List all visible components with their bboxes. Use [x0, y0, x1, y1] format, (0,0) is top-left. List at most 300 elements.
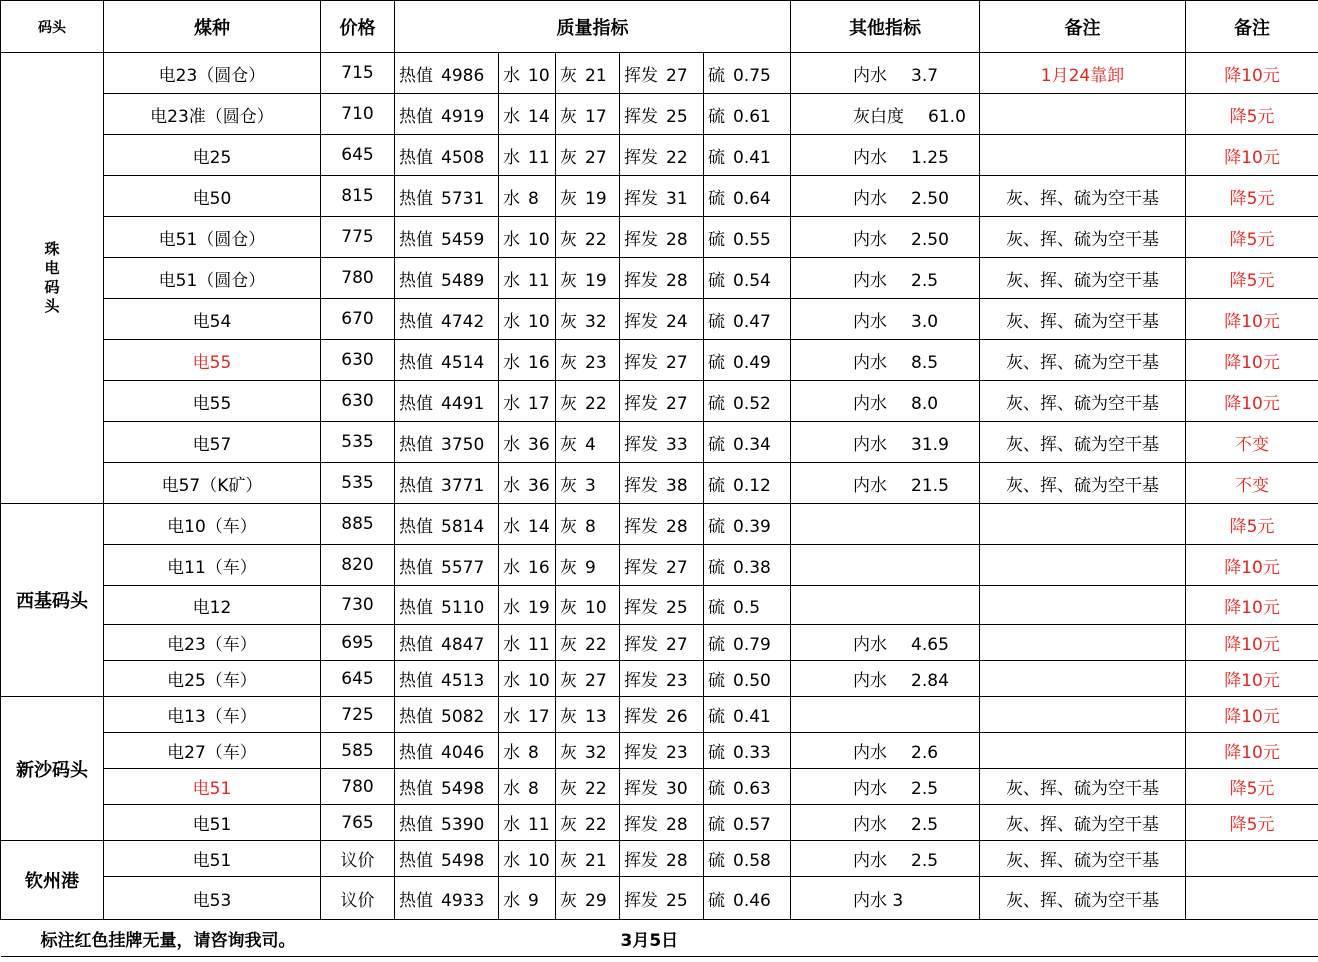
volatile — [620, 422, 704, 463]
ash-value: 27 — [585, 671, 607, 691]
volatile-value: 23 — [666, 671, 688, 691]
heat-value-label: 热值 — [399, 851, 433, 871]
sulfur-label: 硫 — [708, 851, 725, 871]
price-change: 降10元 — [1186, 381, 1318, 422]
remark-note: 灰、挥、硫为空干基 — [980, 381, 1186, 422]
other-indicator-label: 内水 — [853, 851, 888, 871]
heat-value — [395, 586, 499, 625]
ash-value: 27 — [585, 147, 607, 168]
water-value: 10 — [528, 851, 550, 871]
ash — [556, 463, 620, 504]
table-row — [1, 733, 1318, 769]
volatile-value: 28 — [666, 270, 688, 291]
remark-note — [980, 733, 1186, 769]
sulfur-label: 硫 — [708, 890, 725, 911]
heat-value — [395, 176, 499, 217]
sulfur-value: 0.38 — [733, 557, 771, 578]
coal-type: 电51 — [104, 805, 321, 841]
remark-note: 灰、挥、硫为空干基 — [980, 805, 1186, 841]
other-indicator-label: 内水 3 — [853, 890, 904, 911]
ash-label: 灰 — [560, 106, 577, 127]
heat-value-value: 4491 — [441, 393, 485, 414]
other-indicator — [791, 733, 980, 769]
other-indicator-value: 21.5 — [911, 475, 949, 496]
water-value: 19 — [528, 597, 550, 618]
wharf-name: 西基码头 — [1, 504, 104, 697]
heat-value-value: 5577 — [441, 557, 485, 578]
volatile-label: 挥发 — [624, 311, 658, 332]
other-indicator-label: 内水 — [853, 188, 888, 209]
other-indicator-label: 内水 — [853, 270, 888, 291]
price-change: 降5元 — [1186, 176, 1318, 217]
other-indicator — [791, 545, 980, 586]
heat-value-value: 4508 — [441, 147, 485, 168]
water-value: 10 — [528, 671, 550, 691]
water-value: 36 — [528, 434, 550, 455]
ash-value: 8 — [585, 516, 596, 537]
price: 710 — [321, 94, 395, 135]
volatile-value: 27 — [666, 393, 688, 414]
coal-type: 电54 — [104, 299, 321, 340]
heat-value-value: 5082 — [441, 707, 485, 727]
ash — [556, 504, 620, 545]
water-label: 水 — [503, 393, 520, 414]
ash-label: 灰 — [560, 557, 577, 578]
price-change: 降10元 — [1186, 299, 1318, 340]
table-row — [1, 877, 1318, 920]
heat-value — [395, 340, 499, 381]
ash-label: 灰 — [560, 475, 577, 496]
coal-type: 电51（圆仓） — [104, 217, 321, 258]
ash-label: 灰 — [560, 65, 577, 86]
volatile-label: 挥发 — [624, 671, 658, 691]
water-label: 水 — [503, 516, 520, 537]
price-change: 降10元 — [1186, 625, 1318, 661]
remark-note: 灰、挥、硫为空干基 — [980, 299, 1186, 340]
sulfur-value: 0.58 — [733, 851, 771, 871]
remark-note: 灰、挥、硫为空干基 — [980, 340, 1186, 381]
volatile-value: 23 — [666, 743, 688, 763]
coal-type: 电13（车） — [104, 697, 321, 733]
volatile — [620, 625, 704, 661]
volatile-label: 挥发 — [624, 147, 658, 168]
price: 议价 — [321, 877, 395, 920]
volatile-label: 挥发 — [624, 779, 658, 799]
remark-note — [980, 661, 1186, 697]
other-indicator — [791, 299, 980, 340]
ash-value: 32 — [585, 311, 607, 332]
table-row — [1, 841, 1318, 877]
water — [499, 625, 556, 661]
other-indicator — [791, 805, 980, 841]
water-value: 10 — [528, 65, 550, 86]
volatile-value: 27 — [666, 65, 688, 86]
other-indicator — [791, 53, 980, 94]
table-row — [1, 504, 1318, 545]
volatile-value: 27 — [666, 557, 688, 578]
water — [499, 217, 556, 258]
price-change: 降10元 — [1186, 135, 1318, 176]
remark-note: 1月24靠卸 — [980, 53, 1186, 94]
water — [499, 299, 556, 340]
sulfur — [704, 504, 791, 545]
other-indicator — [791, 258, 980, 299]
ash-value: 22 — [585, 779, 607, 799]
volatile — [620, 381, 704, 422]
heat-value-value: 4933 — [441, 890, 485, 911]
water-value: 17 — [528, 707, 550, 727]
water — [499, 733, 556, 769]
sulfur — [704, 176, 791, 217]
volatile-value: 27 — [666, 635, 688, 655]
other-indicator-value: 2.6 — [911, 743, 939, 763]
other-indicator — [791, 877, 980, 920]
heat-value-value: 4513 — [441, 671, 485, 691]
sulfur-value: 0.63 — [733, 779, 771, 799]
volatile-value: 26 — [666, 707, 688, 727]
remark-note: 灰、挥、硫为空干基 — [980, 258, 1186, 299]
ash-label: 灰 — [560, 743, 577, 763]
other-indicator-value: 61.0 — [928, 106, 966, 127]
heat-value-label: 热值 — [399, 106, 433, 127]
volatile-label: 挥发 — [624, 434, 658, 455]
ash — [556, 841, 620, 877]
heat-value-label: 热值 — [399, 597, 433, 618]
coal-type: 电55 — [104, 340, 321, 381]
coal-type: 电12 — [104, 586, 321, 625]
ash-value: 9 — [585, 557, 596, 578]
other-indicator-label: 内水 — [853, 65, 888, 86]
water-value: 14 — [528, 516, 550, 537]
ash-value: 10 — [585, 597, 607, 618]
ash-label: 灰 — [560, 393, 577, 414]
water-label: 水 — [503, 352, 520, 373]
volatile — [620, 94, 704, 135]
sulfur-value: 0.52 — [733, 393, 771, 414]
heat-value-value: 3771 — [441, 475, 485, 496]
ash-value: 22 — [585, 815, 607, 835]
other-indicator-label: 灰白度 — [853, 106, 905, 127]
water-label: 水 — [503, 434, 520, 455]
ash-label: 灰 — [560, 671, 577, 691]
header-price: 价格 — [321, 1, 395, 53]
other-indicator-value: 3.0 — [911, 311, 939, 332]
heat-value-label: 热值 — [399, 229, 433, 250]
remark-note: 灰、挥、硫为空干基 — [980, 769, 1186, 805]
sulfur — [704, 135, 791, 176]
ash-label: 灰 — [560, 516, 577, 537]
water-value: 8 — [528, 743, 539, 763]
other-indicator — [791, 769, 980, 805]
heat-value — [395, 258, 499, 299]
wharf-name: 钦州港 — [1, 841, 104, 920]
sulfur — [704, 697, 791, 733]
header-remark2: 备注 — [1186, 1, 1318, 53]
heat-value — [395, 877, 499, 920]
water — [499, 176, 556, 217]
other-indicator-value: 31.9 — [911, 434, 949, 455]
coal-type: 电57 — [104, 422, 321, 463]
price-change: 降10元 — [1186, 545, 1318, 586]
water — [499, 545, 556, 586]
other-indicator — [791, 841, 980, 877]
ash-value: 32 — [585, 743, 607, 763]
volatile-label: 挥发 — [624, 743, 658, 763]
table-row — [1, 805, 1318, 841]
sulfur — [704, 841, 791, 877]
heat-value-label: 热值 — [399, 671, 433, 691]
heat-value-label: 热值 — [399, 815, 433, 835]
heat-value — [395, 217, 499, 258]
ash — [556, 661, 620, 697]
volatile-label: 挥发 — [624, 188, 658, 209]
price-change — [1186, 841, 1318, 877]
heat-value-label: 热值 — [399, 743, 433, 763]
other-indicator-label: 内水 — [853, 743, 888, 763]
water-label: 水 — [503, 229, 520, 250]
water — [499, 769, 556, 805]
footer-date: 3月5日 — [620, 930, 679, 951]
price-change: 不变 — [1186, 422, 1318, 463]
other-indicator-value: 2.50 — [911, 188, 949, 209]
water — [499, 258, 556, 299]
other-indicator — [791, 340, 980, 381]
other-indicator-value: 2.5 — [911, 815, 939, 835]
sulfur — [704, 661, 791, 697]
table-row — [1, 463, 1318, 504]
sulfur — [704, 299, 791, 340]
volatile — [620, 805, 704, 841]
sulfur-label: 硫 — [708, 597, 725, 618]
water-value: 16 — [528, 557, 550, 578]
ash-label: 灰 — [560, 188, 577, 209]
volatile-label: 挥发 — [624, 815, 658, 835]
heat-value-value: 4847 — [441, 635, 485, 655]
sulfur — [704, 733, 791, 769]
volatile — [620, 258, 704, 299]
wharf-name: 新沙码头 — [1, 697, 104, 841]
sulfur — [704, 586, 791, 625]
volatile — [620, 463, 704, 504]
heat-value — [395, 422, 499, 463]
ash-value: 19 — [585, 270, 607, 291]
heat-value-label: 热值 — [399, 890, 433, 911]
volatile — [620, 769, 704, 805]
ash-label: 灰 — [560, 270, 577, 291]
water-label: 水 — [503, 890, 520, 911]
remark-note — [980, 94, 1186, 135]
volatile-label: 挥发 — [624, 65, 658, 86]
price-change: 降5元 — [1186, 217, 1318, 258]
ash — [556, 733, 620, 769]
heat-value-label: 热值 — [399, 707, 433, 727]
sulfur-value: 0.79 — [733, 635, 771, 655]
ash-label: 灰 — [560, 147, 577, 168]
sulfur — [704, 94, 791, 135]
price-change — [1186, 877, 1318, 920]
other-indicator — [791, 625, 980, 661]
sulfur-label: 硫 — [708, 743, 725, 763]
other-indicator-label: 内水 — [853, 229, 888, 250]
volatile-value: 28 — [666, 516, 688, 537]
sulfur-label: 硫 — [708, 516, 725, 537]
sulfur-value: 0.64 — [733, 188, 771, 209]
heat-value-label: 热值 — [399, 65, 433, 86]
water-value: 36 — [528, 475, 550, 496]
volatile — [620, 697, 704, 733]
ash — [556, 381, 620, 422]
price-change: 降5元 — [1186, 94, 1318, 135]
price-change: 降10元 — [1186, 661, 1318, 697]
price: 630 — [321, 381, 395, 422]
sulfur-value: 0.54 — [733, 270, 771, 291]
remark-note — [980, 625, 1186, 661]
footer — [1, 920, 1318, 957]
sulfur — [704, 53, 791, 94]
table-row — [1, 381, 1318, 422]
volatile-value: 25 — [666, 597, 688, 618]
price: 780 — [321, 258, 395, 299]
water-label: 水 — [503, 106, 520, 127]
volatile-label: 挥发 — [624, 890, 658, 911]
wharf-name: 珠电码头 — [1, 53, 104, 504]
price-change: 降10元 — [1186, 340, 1318, 381]
table-row — [1, 176, 1318, 217]
other-indicator-label: 内水 — [853, 635, 888, 655]
header-quality: 质量指标 — [395, 1, 791, 53]
footer-row — [1, 920, 1318, 957]
sulfur — [704, 805, 791, 841]
price: 820 — [321, 545, 395, 586]
table-row — [1, 299, 1318, 340]
heat-value-label: 热值 — [399, 516, 433, 537]
sulfur — [704, 545, 791, 586]
ash-value: 21 — [585, 851, 607, 871]
sulfur — [704, 769, 791, 805]
price: 645 — [321, 661, 395, 697]
ash-value: 19 — [585, 188, 607, 209]
heat-value — [395, 299, 499, 340]
other-indicator-value: 2.5 — [911, 270, 939, 291]
volatile-value: 31 — [666, 188, 688, 209]
ash — [556, 176, 620, 217]
other-indicator — [791, 94, 980, 135]
water — [499, 697, 556, 733]
price: 630 — [321, 340, 395, 381]
other-indicator — [791, 661, 980, 697]
heat-value-label: 热值 — [399, 147, 433, 168]
sulfur — [704, 381, 791, 422]
ash — [556, 340, 620, 381]
water — [499, 504, 556, 545]
volatile — [620, 733, 704, 769]
heat-value — [395, 53, 499, 94]
sulfur-label: 硫 — [708, 707, 725, 727]
water-label: 水 — [503, 815, 520, 835]
sulfur-label: 硫 — [708, 434, 725, 455]
volatile — [620, 340, 704, 381]
header-remark1: 备注 — [980, 1, 1186, 53]
heat-value-label: 热值 — [399, 352, 433, 373]
sulfur-value: 0.5 — [733, 597, 761, 618]
table-row — [1, 340, 1318, 381]
price-change: 降5元 — [1186, 258, 1318, 299]
sulfur-label: 硫 — [708, 229, 725, 250]
water-value: 17 — [528, 393, 550, 414]
water — [499, 135, 556, 176]
table-row — [1, 422, 1318, 463]
volatile-value: 38 — [666, 475, 688, 496]
price: 725 — [321, 697, 395, 733]
heat-value-label: 热值 — [399, 188, 433, 209]
water-label: 水 — [503, 851, 520, 871]
coal-type: 电25（车） — [104, 661, 321, 697]
sulfur-label: 硫 — [708, 270, 725, 291]
sulfur — [704, 625, 791, 661]
volatile — [620, 504, 704, 545]
other-indicator-value: 4.65 — [911, 635, 949, 655]
volatile — [620, 841, 704, 877]
price-change: 降5元 — [1186, 805, 1318, 841]
heat-value-value: 5498 — [441, 779, 485, 799]
sulfur-label: 硫 — [708, 311, 725, 332]
price-change: 降10元 — [1186, 586, 1318, 625]
other-indicator-label: 内水 — [853, 671, 888, 691]
ash-label: 灰 — [560, 434, 577, 455]
water-value: 10 — [528, 311, 550, 332]
sulfur-value: 0.41 — [733, 707, 771, 727]
other-indicator-value: 8.0 — [911, 393, 939, 414]
ash — [556, 94, 620, 135]
sulfur-label: 硫 — [708, 635, 725, 655]
water-value: 11 — [528, 147, 550, 168]
sulfur-label: 硫 — [708, 671, 725, 691]
price: 815 — [321, 176, 395, 217]
sulfur-label: 硫 — [708, 557, 725, 578]
heat-value-value: 5390 — [441, 815, 485, 835]
table-row — [1, 53, 1318, 94]
ash — [556, 697, 620, 733]
heat-value-label: 热值 — [399, 434, 433, 455]
volatile-label: 挥发 — [624, 229, 658, 250]
heat-value-label: 热值 — [399, 311, 433, 332]
other-indicator-label: 内水 — [853, 779, 888, 799]
other-indicator — [791, 504, 980, 545]
ash — [556, 586, 620, 625]
remark-note — [980, 135, 1186, 176]
volatile-value: 28 — [666, 815, 688, 835]
volatile-value: 22 — [666, 147, 688, 168]
coal-type: 电57（K矿） — [104, 463, 321, 504]
price: 议价 — [321, 841, 395, 877]
volatile-value: 33 — [666, 434, 688, 455]
heat-value-value: 5814 — [441, 516, 485, 537]
heat-value-label: 热值 — [399, 270, 433, 291]
ash-label: 灰 — [560, 597, 577, 618]
heat-value-value: 4514 — [441, 352, 485, 373]
water-label: 水 — [503, 707, 520, 727]
ash — [556, 805, 620, 841]
sulfur — [704, 463, 791, 504]
water-label: 水 — [503, 475, 520, 496]
table-row — [1, 769, 1318, 805]
sulfur-label: 硫 — [708, 779, 725, 799]
volatile — [620, 586, 704, 625]
heat-value — [395, 135, 499, 176]
water-value: 11 — [528, 635, 550, 655]
ash-value: 21 — [585, 65, 607, 86]
price: 535 — [321, 463, 395, 504]
